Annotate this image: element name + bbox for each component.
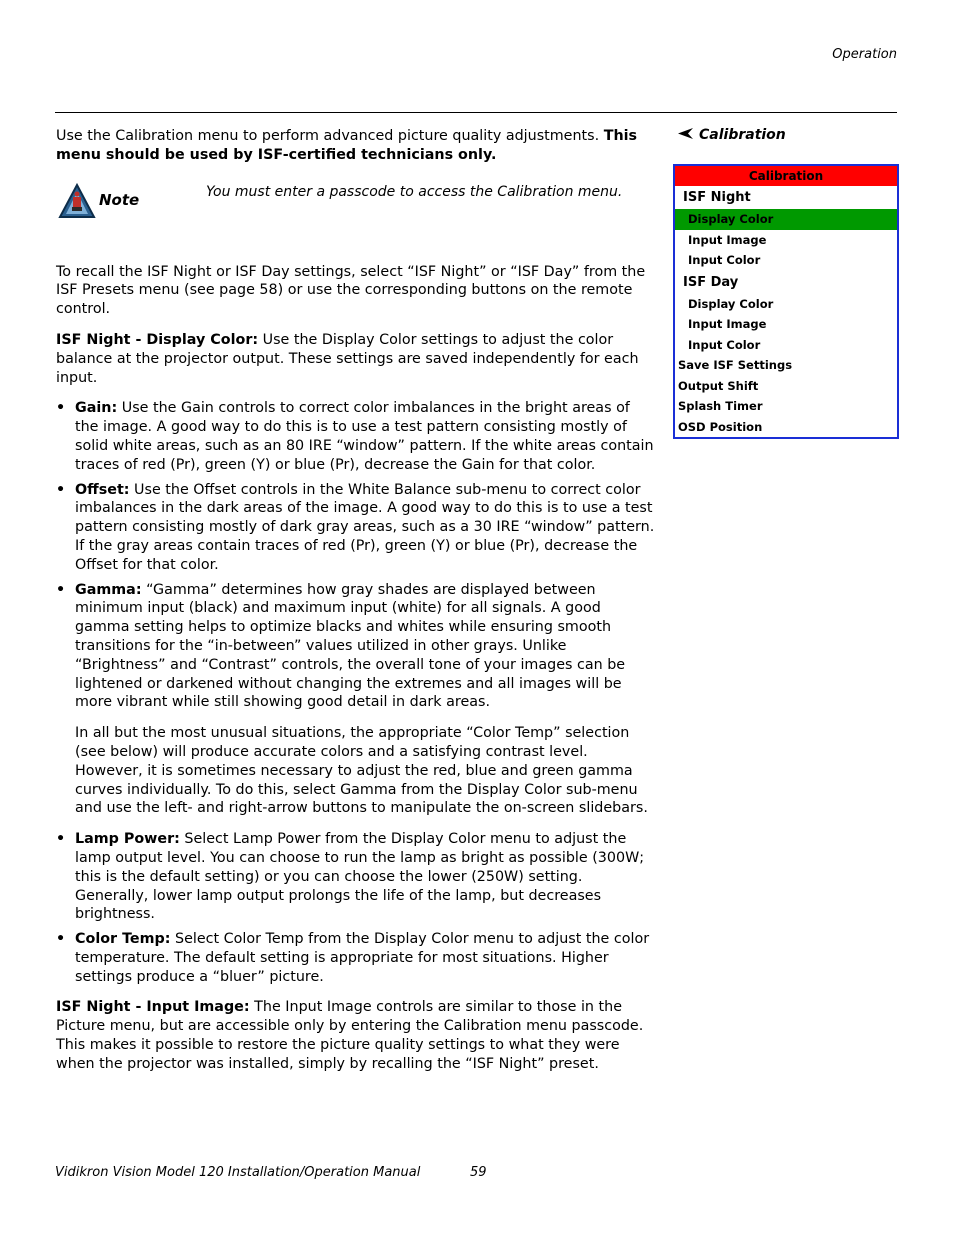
note-text: You must enter a passcode to access the Calibration menu.	[206, 183, 623, 200]
bullet-term: Gamma:	[75, 581, 142, 598]
left-arrow-icon	[678, 127, 693, 143]
bullet-text: “Gamma” determines how gray shades are displayed between minimum input (black) and maximum input (white) for all signals. A good gamma setting helps to optimize blacks and whites while ensuring smooth transitions for the “in-between” values utilized in other grays. Unlike “Brightness” and “Contrast” controls, the overall tone of your images can be lightened or darkened without changing the extremes and all images will be more vibrant while still showing good detail in dark areas.	[75, 581, 626, 711]
header-rule	[55, 112, 897, 113]
bullet-term: Gain:	[75, 400, 118, 417]
note-label: Note	[99, 190, 140, 209]
page-number: 59	[470, 1165, 487, 1180]
bullet-term: Lamp Power:	[75, 831, 180, 848]
intro-text: Use the Calibration menu to perform advanced picture quality adjustments.	[56, 128, 604, 144]
note-box	[56, 183, 656, 253]
display-color-paragraph	[56, 331, 656, 387]
figure-caption	[678, 127, 899, 153]
lamp-color-bullets	[56, 830, 656, 986]
list-item	[56, 581, 656, 713]
osd-item-splash-timer: Splash Timer	[678, 399, 763, 413]
osd-item-input-color: Input Color	[688, 253, 761, 267]
osd-menu-title: Calibration	[675, 166, 897, 186]
warning-icon	[58, 183, 96, 219]
running-header: Operation	[832, 47, 897, 62]
input-image-heading: ISF Night - Input Image:	[56, 999, 250, 1016]
list-item	[56, 481, 656, 575]
bullet-text: Use the Gain controls to correct color imbalances in the bright areas of the image. A good way to do this is to use a test pattern consisting mostly of solid white areas, such as an 80 IRE “window” pattern. If the white areas contain traces of red (Pr), green (Y) or blue (Pr), decrease the Gain for that color.	[75, 400, 654, 473]
sidebar-figure	[673, 127, 899, 439]
figure-caption-text: Calibration	[699, 127, 786, 143]
display-color-heading: ISF Night - Display Color:	[56, 331, 259, 348]
gamma-followup-paragraph: In all but the most unusual situations, the appropriate “Color Temp” selection (see below) will produce accurate colors and a satisfying contrast level. However, it is sometimes necessary to adjust the red, blue and green gamma curves individually. To do this, select Gamma from the Display Color sub-menu and use the left- and right-arrow buttons to manipulate the on-screen slidebars.	[75, 725, 648, 817]
osd-item-input-image: Input Image	[688, 317, 767, 331]
list-item	[56, 930, 656, 986]
intro-paragraph	[56, 127, 656, 165]
footer-title: Vidikron Vision Model 120 Installation/Operation Manual	[55, 1165, 421, 1180]
display-color-bullets	[56, 399, 656, 712]
input-image-text: The Input Image controls are similar to those in the Picture menu, but are accessible only by entering the Calibration menu passcode. This makes it possible to restore the picture quality settings to what they were when the projector was installed, simply by recalling the “ISF Night” preset.	[56, 999, 644, 1072]
osd-item-save-isf-settings: Save ISF Settings	[678, 358, 793, 372]
intro-warning: This menu should be used by ISF-certified technicians only.	[56, 128, 638, 163]
osd-item-output-shift: Output Shift	[678, 378, 759, 393]
osd-item-input-color: Input Color	[688, 337, 761, 352]
list-item	[56, 830, 656, 924]
bullet-text: Select Lamp Power from the Display Color menu to adjust the lamp output level. You can choose to run the lamp as bright as possible (300W; this is the default setting) or you can choose the lower (250W) setting. Generally, lower lamp output prolongs the life of the lamp, but decreases brightness.	[75, 831, 645, 923]
osd-item-isf-day: ISF Day	[683, 274, 739, 290]
bullet-text: Select Color Temp from the Display Color menu to adjust the color temperature. The default setting is appropriate for most situations. Higher settings produce a “bluer” picture.	[75, 931, 650, 985]
recall-paragraph: To recall the ISF Night or ISF Day settings, select “ISF Night” or “ISF Day” from the ISF Presets menu (see page 58) or use the corresponding buttons on the remote control.	[56, 263, 646, 318]
display-color-text: Use the Display Color settings to adjust the color balance at the projector output. These settings are saved independently for each input.	[56, 331, 639, 386]
main-content	[56, 127, 656, 1086]
bullet-term: Color Temp:	[75, 931, 171, 948]
osd-item-input-image: Input Image	[688, 232, 767, 247]
osd-item-display-color: Display Color	[688, 296, 774, 311]
osd-item-display-color-selected: Display Color	[675, 209, 897, 230]
calibration-osd-menu	[673, 164, 899, 439]
list-item	[56, 399, 656, 474]
bullet-text: Use the Offset controls in the White Balance sub-menu to correct color imbalances in the dark areas of the image. A good way to do this is to use a test pattern consisting mostly of dark gray areas, such as a 30 IRE “window” pattern. If the gray areas contain traces of red (Pr), green (Y) or blue (Pr), decrease the Offset for that color.	[75, 481, 655, 573]
bullet-term: Offset:	[75, 481, 130, 498]
input-image-paragraph	[56, 998, 656, 1073]
osd-item-isf-night: ISF Night	[683, 190, 751, 205]
osd-item-osd-position: OSD Position	[678, 419, 763, 434]
